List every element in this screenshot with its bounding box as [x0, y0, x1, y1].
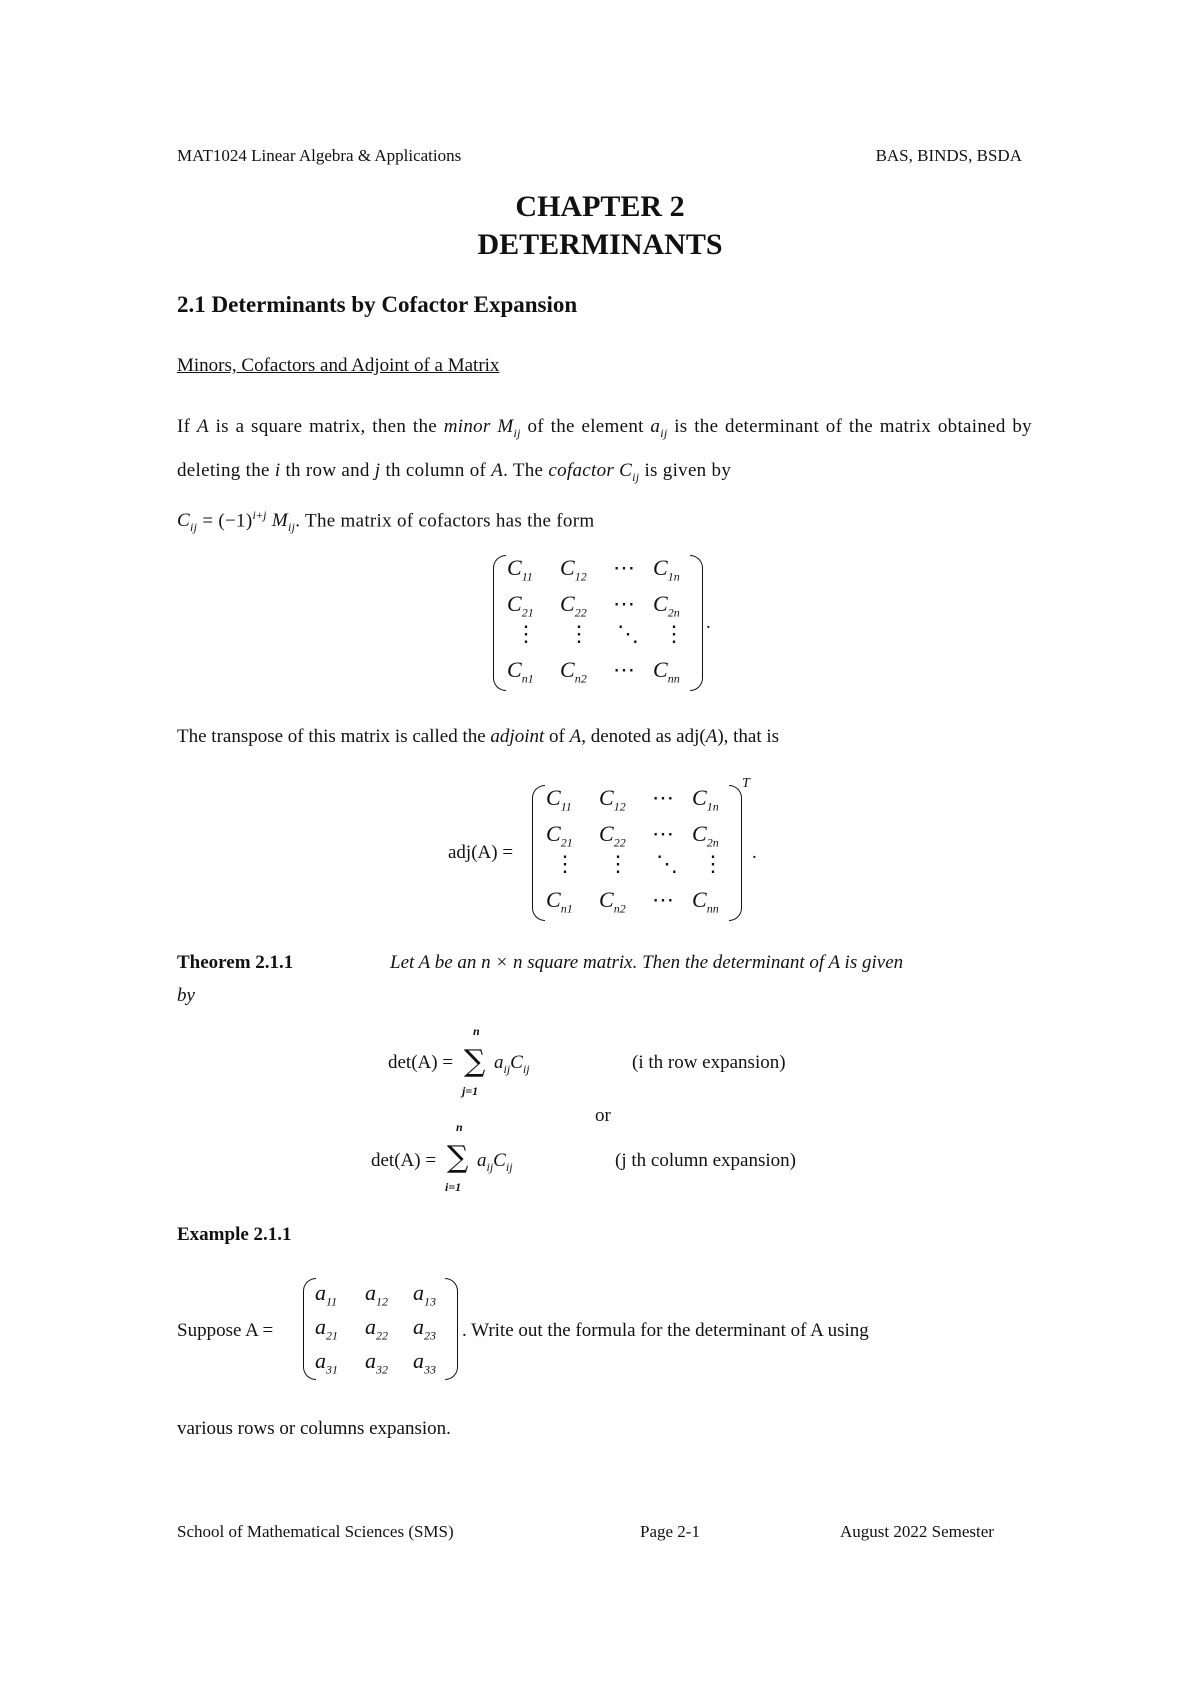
matrix-cell: $a_{12}$ — [365, 1280, 388, 1309]
matrix-cell: $C_{12}$ — [560, 555, 587, 584]
subsection-heading: Minors, Cofactors and Adjoint of a Matrix — [177, 355, 500, 376]
matrix-cell: $a_{23}$ — [413, 1314, 436, 1343]
adjoint-matrix — [532, 785, 742, 921]
matrix-cell: $a_{32}$ — [365, 1348, 388, 1377]
matrix-cell: $C_{n1}$ — [507, 657, 534, 686]
matrix-cell: ⋮ — [554, 851, 576, 876]
matrix-cell: $C_{1n}$ — [653, 555, 680, 584]
matrix-cell: ⋯ — [652, 785, 674, 810]
matrix-cell: $a_{13}$ — [413, 1280, 436, 1309]
matrix-cell: $a_{21}$ — [315, 1314, 338, 1343]
adjoint-paragraph: The transpose of this matrix is called the adjoint of A, denoted as adj(A), that is — [177, 726, 780, 747]
matrix-cell: ⋯ — [613, 657, 635, 682]
matrix-cell: $C_{21}$ — [546, 821, 573, 850]
formula-connector: or — [595, 1105, 611, 1126]
column-expansion-note: (j th column expansion) — [615, 1150, 796, 1171]
matrix-cell: $a_{11}$ — [315, 1280, 338, 1309]
footer-semester: August 2022 Semester — [840, 1522, 994, 1541]
matrix-cell: $C_{n2}$ — [560, 657, 587, 686]
sum-symbol-row: n ∑ j=1 — [462, 1024, 486, 1098]
row-expansion-formula: det(A) = — [388, 1052, 454, 1073]
sum-symbol-column: n ∑ i=1 — [445, 1120, 469, 1194]
matrix-cell: ⋮ — [568, 621, 590, 646]
matrix-cell: $C_{nn}$ — [653, 657, 680, 686]
header-programmes: BAS, BINDS, BSDA — [875, 146, 1022, 165]
matrix-cell: ⋯ — [613, 591, 635, 616]
matrix-cell: $C_{1n}$ — [692, 785, 719, 814]
header-course: MAT1024 Linear Algebra & Applications — [177, 146, 462, 165]
cofactor-matrix — [493, 555, 703, 691]
example-matrix — [303, 1278, 458, 1380]
theorem-label: Theorem 2.1.1 — [177, 952, 294, 973]
matrix-cell: $a_{22}$ — [365, 1314, 388, 1343]
adjoint-matrix-period: . — [752, 842, 757, 863]
example-label: Example 2.1.1 — [177, 1224, 292, 1245]
example-text-cont: various rows or columns expansion. — [177, 1418, 451, 1439]
column-expansion-formula: det(A) = — [371, 1150, 437, 1171]
footer-page: Page 2-1 — [640, 1522, 700, 1541]
adjoint-lhs: adj(A) = — [448, 842, 514, 863]
matrix-cell: $C_{11}$ — [507, 555, 533, 584]
matrix-cell: ⋮ — [515, 621, 537, 646]
cofactor-matrix-period: . — [706, 612, 711, 633]
definition-paragraph: If A is a square matrix, then the minor $M_{ij}$ of the element $a_{ij}$ is the determinant of the matrix obtained by deleting the i th row and j th column of A. The cofactor $C_{ij}$ is given by $C_{ij} = (-1)^{i+j}$ $M_{ij}$. The matrix of cofactors has the form — [177, 416, 1032, 534]
theorem-statement-cont: by — [177, 985, 195, 1006]
footer-school: School of Mathematical Sciences (SMS) — [177, 1522, 454, 1541]
matrix-cell: $C_{21}$ — [507, 591, 534, 620]
matrix-cell: $C_{n1}$ — [546, 887, 573, 916]
matrix-cell: ⋱ — [617, 621, 639, 646]
matrix-cell: $C_{11}$ — [546, 785, 572, 814]
row-expansion-term: $a_{ij}C_{ij}$ — [494, 1052, 530, 1076]
section-heading: 2.1 Determinants by Cofactor Expansion — [177, 292, 578, 317]
chapter-number: CHAPTER 2 — [515, 190, 685, 223]
matrix-cell: $C_{12}$ — [599, 785, 626, 814]
matrix-cell: ⋯ — [613, 555, 635, 580]
matrix-cell: ⋱ — [656, 851, 678, 876]
matrix-cell: $C_{22}$ — [560, 591, 587, 620]
theorem-statement: Let A be an n × n square matrix. Then the determinant of A is given — [390, 952, 904, 973]
column-expansion-term: $a_{ij}C_{ij}$ — [477, 1150, 513, 1174]
matrix-cell: $C_{22}$ — [599, 821, 626, 850]
matrix-cell: ⋮ — [607, 851, 629, 876]
matrix-cell: $a_{31}$ — [315, 1348, 338, 1377]
chapter-name: DETERMINANTS — [477, 228, 723, 261]
matrix-cell: $C_{2n}$ — [692, 821, 719, 850]
example-text: . Write out the formula for the determinant of A using — [462, 1320, 869, 1341]
matrix-cell: $C_{n2}$ — [599, 887, 626, 916]
example-lhs: Suppose A = — [177, 1320, 274, 1341]
transpose-mark: T — [742, 776, 750, 791]
matrix-cell: ⋯ — [652, 821, 674, 846]
matrix-cell: $a_{33}$ — [413, 1348, 436, 1377]
row-expansion-note: (i th row expansion) — [632, 1052, 786, 1073]
matrix-cell: ⋮ — [702, 851, 724, 876]
matrix-cell: ⋮ — [663, 621, 685, 646]
matrix-cell: ⋯ — [652, 887, 674, 912]
matrix-cell: $C_{2n}$ — [653, 591, 680, 620]
matrix-cell: $C_{nn}$ — [692, 887, 719, 916]
